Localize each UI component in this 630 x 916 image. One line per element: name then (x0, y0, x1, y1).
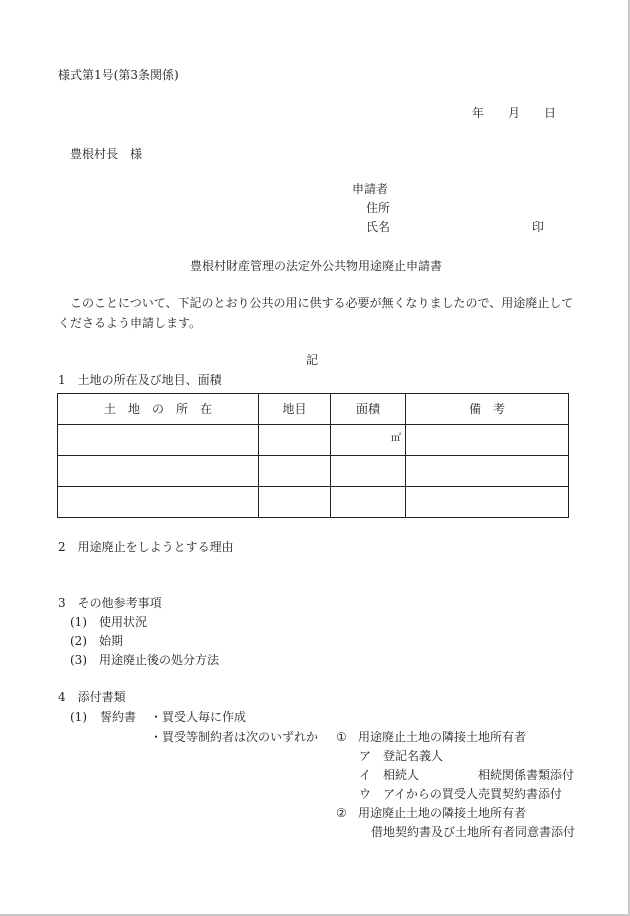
case-2-note: 借地契約書及び土地所有者同意書添付 (371, 825, 576, 839)
date-year-label: 年 (472, 106, 485, 120)
section-4-heading: 4 添付書類 (58, 690, 126, 704)
table-cell (58, 487, 259, 518)
addressee: 豊根村長 様 (70, 147, 143, 161)
column-header-remarks: 備 考 (406, 394, 569, 425)
table-cell (58, 425, 259, 456)
table-cell (331, 487, 406, 518)
form-number: 様式第1号(第3条関係) (58, 68, 179, 82)
case-1-sub-b-label: 相続人 (383, 768, 420, 782)
table-cell (259, 425, 331, 456)
name-label: 氏名 (366, 220, 391, 234)
date-day-label: 日 (544, 106, 557, 120)
table-row (58, 487, 569, 518)
section-1-heading: 1 土地の所在及び地目、面積 (58, 373, 222, 387)
section-3-item-usage: (1) 使用状況 (70, 615, 147, 629)
applicant-label: 申請者 (352, 182, 389, 196)
case-1-sub-a-marker: ア (359, 749, 372, 763)
table-row (58, 425, 569, 456)
case-1-sub-c-note: 売買契約書添付 (478, 787, 563, 801)
case-1-text: 用途廃止土地の隣接土地所有者 (358, 730, 527, 744)
table-cell (406, 456, 569, 487)
body-text-line-1: このことについて、下記のとおり公共の用に供する必要が無くなりましたので、用途廃止して (58, 296, 574, 310)
table-header-row (58, 394, 569, 425)
section-4-item-1-number: (1) (70, 710, 87, 724)
table-cell (406, 487, 569, 518)
table-cell (58, 456, 259, 487)
case-1-marker: ① (336, 730, 347, 744)
document-title: 豊根村財産管理の法定外公共物用途廃止申請書 (190, 259, 443, 273)
case-2-marker: ② (336, 806, 347, 820)
bullet-buyer-condition: ・買受等制約者は次のいずれか (150, 730, 319, 744)
column-header-area: 面積 (331, 394, 406, 425)
land-table (57, 393, 569, 518)
date-month-label: 月 (508, 106, 521, 120)
section-3-item-start: (2) 始期 (70, 634, 123, 648)
section-2-heading: 2 用途廃止をしようとする理由 (58, 540, 234, 554)
bullet-per-buyer: ・買受人毎に作成 (150, 710, 247, 724)
table-cell (406, 425, 569, 456)
case-2-text: 用途廃止土地の隣接土地所有者 (358, 806, 527, 820)
section-3-item-disposal: (3) 用途廃止後の処分方法 (70, 653, 219, 667)
case-1-sub-a-label: 登記名義人 (383, 749, 444, 763)
case-1-sub-c-marker: ウ (359, 787, 372, 801)
section-3-heading: 3 その他参考事項 (58, 596, 162, 610)
case-1-sub-b-marker: イ (359, 768, 372, 782)
table-cell (259, 456, 331, 487)
section-4-item-1-label: 誓約書 (100, 710, 137, 724)
address-label: 住所 (366, 201, 391, 215)
seal-label: 印 (532, 220, 545, 234)
case-1-sub-c-label: アイからの買受人 (383, 787, 478, 801)
ki-heading: 記 (306, 353, 319, 367)
table-row (58, 456, 569, 487)
table-cell (259, 487, 331, 518)
column-header-land-category: 地目 (259, 394, 331, 425)
table-cell (331, 456, 406, 487)
area-unit: ㎡ (391, 433, 401, 444)
case-1-sub-b-note: 相続関係書類添付 (478, 768, 575, 782)
table-cell-area (331, 425, 406, 456)
body-text-line-2: くださるよう申請します。 (58, 316, 202, 330)
column-header-location: 土 地 の 所 在 (58, 394, 259, 425)
